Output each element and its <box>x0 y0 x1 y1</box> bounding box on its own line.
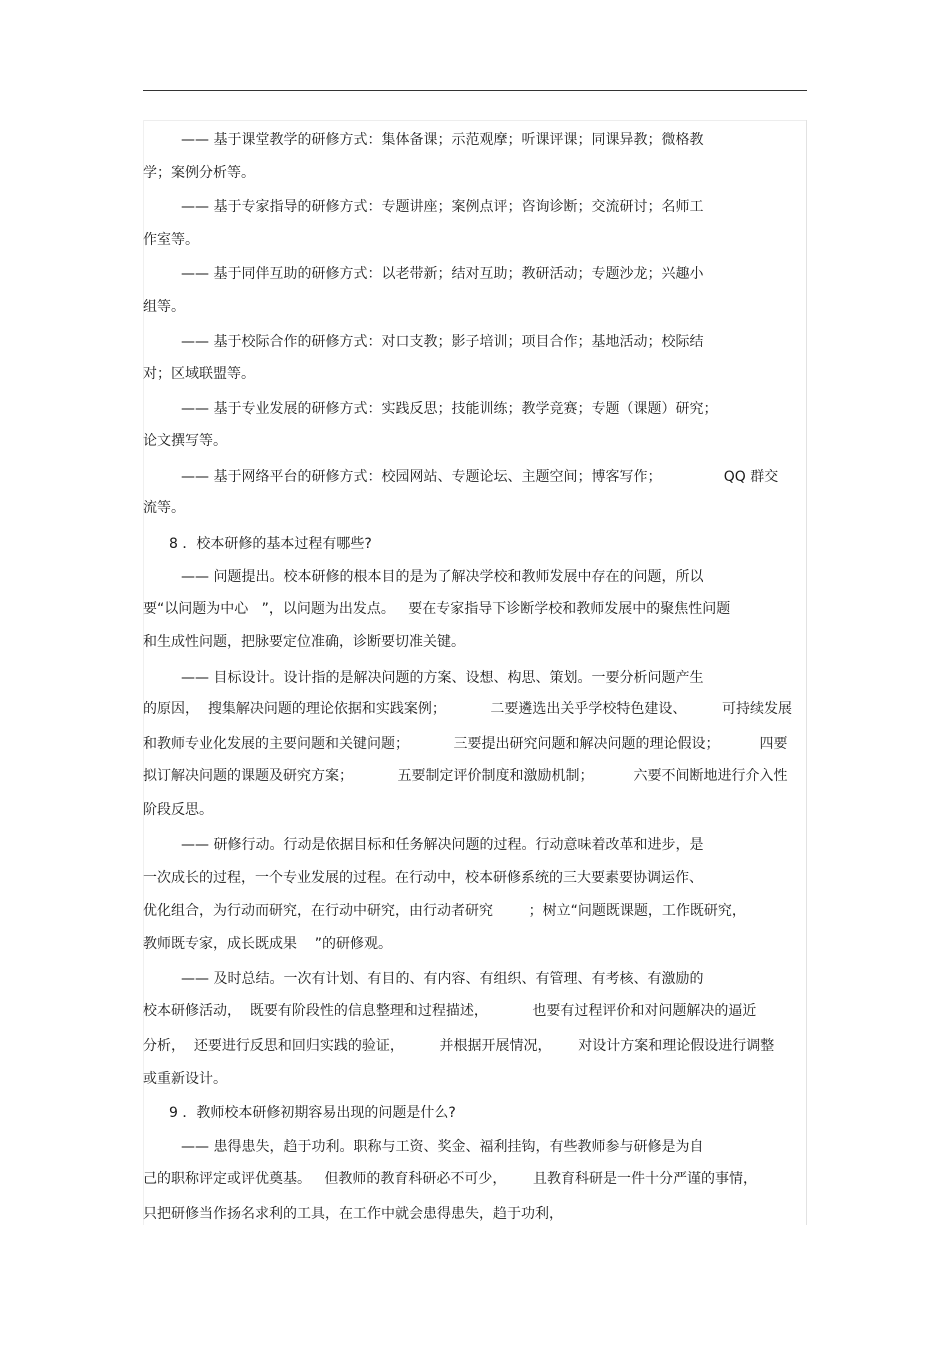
page-frame-top <box>143 120 807 121</box>
question-heading: 9 ．教师校本研修初期容易出现的问题是什么? <box>169 1105 456 1121</box>
paragraph-line: —— 研修行动。行动是依据目标和任务解决问题的过程。行动意味着改革和进步，是 <box>181 837 704 853</box>
paragraph-line: —— 患得患失，趋于功利。职称与工资、奖金、福利挂钩，有些教师参与研修是为自 <box>181 1139 704 1155</box>
paragraph-line: 只把研修当作扬名求利的工具，在工作中就会患得患失，趋于功利， <box>143 1206 563 1222</box>
paragraph-line: 拟订解决问题的课题及研究方案； 五要制定评价制度和激励机制； 六要不间断地进行介入性 <box>143 768 788 784</box>
header-rule <box>143 90 807 91</box>
paragraph-line: 要“以问题为中心 ”，以问题为出发点。 要在专家指导下诊断学校和教师发展中的聚焦性问题 <box>143 601 731 617</box>
paragraph-line: —— 基于校际合作的研修方式：对口支教；影子培训；项目合作；基地活动；校际结 <box>181 334 704 350</box>
paragraph-line: 分析， 还要进行反思和回归实践的验证， 并根据开展情况， 对设计方案和理论假设进行调整 <box>143 1038 775 1054</box>
paragraph-line: 或重新设计。 <box>143 1071 227 1087</box>
page-frame-left <box>143 120 144 1225</box>
paragraph-line: 和教师专业化发展的主要问题和关键问题； 三要提出研究问题和解决问题的理论假设； 四要 <box>143 736 788 752</box>
paragraph-line: 己的职称评定或评优奠基。 但教师的教育科研必不可少， 且教育科研是一件十分严谨的事情， <box>143 1171 758 1187</box>
paragraph-line: 学；案例分析等。 <box>143 165 255 181</box>
paragraph-line: 教师既专家，成长既成果 ”的研修观。 <box>143 936 393 952</box>
paragraph-line: —— 基于网络平台的研修方式：校园网站、专题论坛、主题空间；博客写作； QQ 群交 <box>181 469 779 485</box>
paragraph-line: —— 基于课堂教学的研修方式：集体备课；示范观摩；听课评课；同课异教；微格教 <box>181 132 704 148</box>
paragraph-line: 对；区域联盟等。 <box>143 366 255 382</box>
paragraph-line: 论文撰写等。 <box>143 433 227 449</box>
paragraph-line: —— 目标设计。设计指的是解决问题的方案、设想、构思、策划。一要分析问题产生 <box>181 670 704 686</box>
paragraph-line: 组等。 <box>143 299 185 315</box>
paragraph-line: 阶段反思。 <box>143 802 213 818</box>
paragraph-line: —— 及时总结。一次有计划、有目的、有内容、有组织、有管理、有考核、有激励的 <box>181 971 704 987</box>
paragraph-line: —— 基于同伴互助的研修方式：以老带新；结对互助；教研活动；专题沙龙；兴趣小 <box>181 266 704 282</box>
paragraph-line: 作室等。 <box>143 232 199 248</box>
paragraph-line: —— 基于专业发展的研修方式：实践反思；技能训练；教学竞赛；专题（课题）研究； <box>181 401 718 417</box>
paragraph-line: 和生成性问题，把脉要定位准确，诊断要切准关键。 <box>143 634 465 650</box>
paragraph-line: 校本研修活动， 既要有阶段性的信息整理和过程描述， 也要有过程评价和对问题解决的逼近 <box>143 1003 757 1019</box>
question-heading: 8 ．校本研修的基本过程有哪些? <box>169 536 372 552</box>
page-frame-right <box>806 120 807 1225</box>
paragraph-line: 的原因， 搜集解决问题的理论依据和实践案例； 二要遴选出关乎学校特色建设、 可持续发展 <box>143 701 793 717</box>
paragraph-line: 流等。 <box>143 500 185 516</box>
paragraph-line: 一次成长的过程，一个专业发展的过程。在行动中，校本研修系统的三大要素要协调运作、 <box>143 870 703 886</box>
paragraph-line: —— 基于专家指导的研修方式：专题讲座；案例点评；咨询诊断；交流研讨；名师工 <box>181 199 704 215</box>
paragraph-line: 优化组合，为行动而研究，在行动中研究，由行动者研究 ；树立“问题既课题，工作既研究， <box>143 903 746 919</box>
paragraph-line: —— 问题提出。校本研修的根本目的是为了解决学校和教师发展中存在的问题，所以 <box>181 569 704 585</box>
